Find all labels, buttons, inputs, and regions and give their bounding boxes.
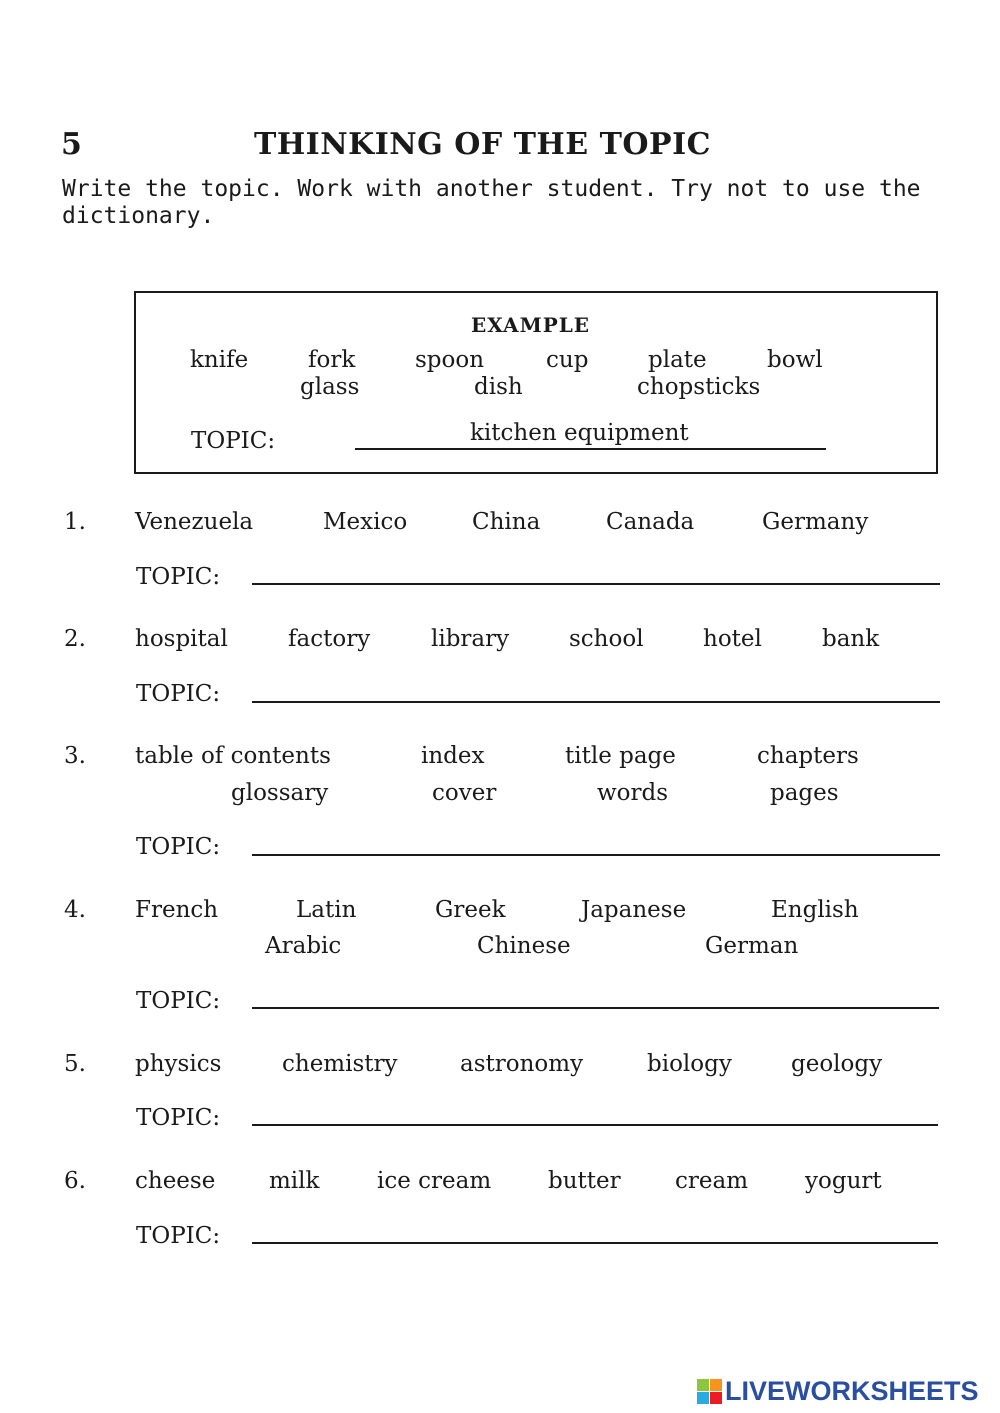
topic-label: TOPIC: — [136, 564, 221, 590]
example-topic-label: TOPIC: — [191, 428, 276, 454]
item-word: Venezuela — [135, 509, 254, 535]
answer-line — [252, 854, 940, 856]
example-answer-line — [355, 448, 826, 450]
example-word: cup — [546, 347, 589, 373]
item-word: Germany — [762, 509, 869, 535]
example-heading: EXAMPLE — [471, 313, 591, 337]
item-number: 1. — [64, 509, 86, 535]
item-word: cover — [432, 780, 497, 806]
item-word: Greek — [435, 897, 506, 923]
item-word: chapters — [757, 743, 859, 769]
topic-label: TOPIC: — [136, 1223, 221, 1249]
topic-label: TOPIC: — [136, 1105, 221, 1131]
topic-answer-input-2[interactable] — [252, 670, 940, 700]
item-word: German — [705, 933, 799, 959]
example-topic-answer: kitchen equipment — [470, 420, 689, 446]
item-word: Latin — [296, 897, 357, 923]
topic-answer-input-3[interactable] — [252, 823, 940, 853]
item-word: pages — [770, 780, 839, 806]
item-word: Mexico — [323, 509, 408, 535]
item-word: Chinese — [477, 933, 571, 959]
item-word: index — [421, 743, 485, 769]
item-word: biology — [647, 1051, 732, 1077]
example-word: glass — [300, 374, 360, 400]
item-word: library — [431, 626, 510, 652]
item-number: 2. — [64, 626, 86, 652]
item-word: bank — [822, 626, 880, 652]
example-word: chopsticks — [637, 374, 761, 400]
exercise-number: 5 — [61, 127, 82, 162]
topic-label: TOPIC: — [136, 681, 221, 707]
topic-answer-input-5[interactable] — [252, 1094, 938, 1124]
item-word: factory — [288, 626, 371, 652]
item-word: Arabic — [265, 933, 342, 959]
item-word: French — [135, 897, 219, 923]
item-number: 3. — [64, 743, 86, 769]
item-word: geology — [791, 1051, 883, 1077]
item-word: words — [597, 780, 669, 806]
item-word: cheese — [135, 1168, 216, 1194]
item-word: ice cream — [377, 1168, 492, 1194]
example-word: fork — [308, 347, 356, 373]
item-word: school — [569, 626, 644, 652]
answer-line — [252, 701, 940, 703]
topic-answer-input-4[interactable] — [252, 977, 939, 1007]
item-word: Japanese — [581, 897, 687, 923]
item-word: chemistry — [282, 1051, 398, 1077]
topic-answer-input-6[interactable] — [252, 1212, 938, 1242]
answer-line — [252, 583, 940, 585]
example-word: plate — [648, 347, 707, 373]
instructions-line-2: dictionary. — [62, 203, 215, 229]
example-word: spoon — [415, 347, 485, 373]
example-word: dish — [474, 374, 523, 400]
instructions-line-1: Write the topic. Work with another student. Try not to use the — [62, 176, 921, 202]
item-number: 4. — [64, 897, 86, 923]
item-word: glossary — [231, 780, 329, 806]
item-word: physics — [135, 1051, 222, 1077]
item-word: yogurt — [805, 1168, 882, 1194]
liveworksheets-logo[interactable] — [697, 1376, 979, 1407]
item-word: table of contents — [135, 743, 331, 769]
answer-line — [252, 1007, 939, 1009]
item-word: astronomy — [460, 1051, 584, 1077]
answer-line — [252, 1124, 938, 1126]
example-word: knife — [190, 347, 249, 373]
item-word: English — [771, 897, 859, 923]
topic-label: TOPIC: — [136, 834, 221, 860]
topic-answer-input-1[interactable] — [252, 553, 940, 583]
item-word: hotel — [703, 626, 762, 652]
example-word: bowl — [767, 347, 823, 373]
item-number: 6. — [64, 1168, 86, 1194]
item-number: 5. — [64, 1051, 86, 1077]
page-title: THINKING OF THE TOPIC — [254, 127, 711, 162]
item-word: butter — [548, 1168, 621, 1194]
item-word: Canada — [606, 509, 695, 535]
item-word: cream — [675, 1168, 749, 1194]
item-word: milk — [269, 1168, 320, 1194]
item-word: hospital — [135, 626, 228, 652]
topic-label: TOPIC: — [136, 988, 221, 1014]
item-word: China — [472, 509, 541, 535]
liveworksheets-logo-icon — [697, 1379, 722, 1404]
answer-line — [252, 1242, 938, 1244]
liveworksheets-logo-text: LIVEWORKSHEETS — [725, 1376, 979, 1406]
item-word: title page — [565, 743, 676, 769]
